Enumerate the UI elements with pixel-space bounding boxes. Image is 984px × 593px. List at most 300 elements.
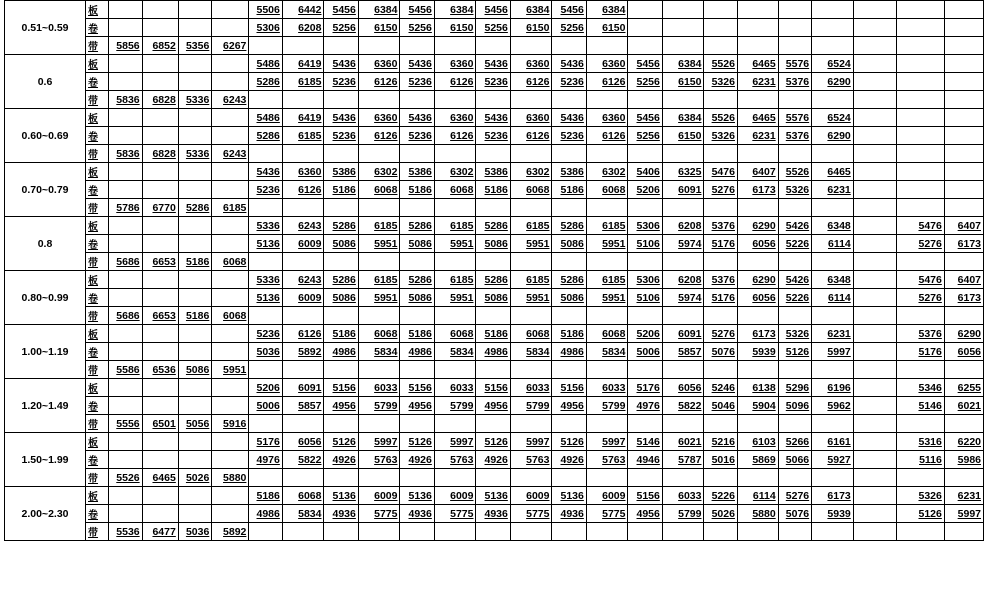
price-cell	[853, 271, 896, 289]
price-cell: 5296	[778, 379, 811, 397]
price-cell	[896, 109, 944, 127]
price-cell	[358, 469, 400, 487]
table-row	[5, 127, 984, 145]
price-cell: 6208	[662, 271, 704, 289]
price-cell	[552, 199, 586, 217]
price-cell	[178, 73, 211, 91]
price-cell	[896, 55, 944, 73]
price-cell	[812, 91, 854, 109]
price-cell: 5775	[586, 505, 628, 523]
price-cell	[358, 523, 400, 541]
price-cell	[628, 253, 662, 271]
price-cell	[944, 73, 983, 91]
price-cell	[662, 199, 704, 217]
price-cell	[282, 361, 324, 379]
price-cell	[944, 55, 983, 73]
price-cell: 5276	[778, 487, 811, 505]
price-cell: 5456	[400, 1, 434, 19]
form-label: 卷	[86, 289, 109, 307]
price-cell	[178, 451, 211, 469]
price-cell: 5286	[249, 127, 282, 145]
price-cell: 6150	[434, 19, 476, 37]
price-cell	[212, 109, 249, 127]
price-cell: 5206	[249, 379, 282, 397]
price-cell: 5286	[552, 271, 586, 289]
price-cell	[853, 181, 896, 199]
price-cell	[324, 199, 358, 217]
price-cell	[212, 235, 249, 253]
price-cell	[476, 361, 510, 379]
price-cell	[358, 91, 400, 109]
price-cell	[853, 37, 896, 55]
price-cell: 6068	[358, 325, 400, 343]
price-cell: 5799	[586, 397, 628, 415]
price-cell	[249, 91, 282, 109]
price-cell: 6009	[434, 487, 476, 505]
price-cell: 5436	[249, 163, 282, 181]
form-label: 带	[86, 469, 109, 487]
price-cell	[896, 145, 944, 163]
price-cell: 5306	[628, 271, 662, 289]
form-label: 卷	[86, 181, 109, 199]
price-cell: 5927	[812, 451, 854, 469]
price-cell: 5997	[434, 433, 476, 451]
form-label: 板	[86, 109, 109, 127]
price-cell: 5256	[628, 73, 662, 91]
price-cell	[109, 487, 142, 505]
price-cell	[400, 469, 434, 487]
price-cell	[178, 55, 211, 73]
table-row	[5, 55, 984, 73]
price-cell: 5236	[476, 73, 510, 91]
price-cell	[737, 37, 778, 55]
price-cell: 5136	[476, 487, 510, 505]
price-cell: 6126	[586, 73, 628, 91]
price-cell: 5857	[282, 397, 324, 415]
price-cell	[212, 181, 249, 199]
form-label: 板	[86, 379, 109, 397]
price-cell	[434, 253, 476, 271]
price-cell: 6185	[358, 217, 400, 235]
price-cell: 6185	[282, 127, 324, 145]
table-row	[5, 235, 984, 253]
table-row	[5, 523, 984, 541]
form-label: 板	[86, 433, 109, 451]
price-cell	[662, 361, 704, 379]
price-cell	[249, 37, 282, 55]
price-cell: 5076	[704, 343, 737, 361]
form-label: 卷	[86, 19, 109, 37]
price-cell	[704, 1, 737, 19]
price-cell	[662, 415, 704, 433]
price-cell: 4936	[324, 505, 358, 523]
price-cell	[853, 73, 896, 91]
price-cell: 5476	[704, 163, 737, 181]
price-cell: 5951	[434, 289, 476, 307]
price-cell: 6243	[212, 91, 249, 109]
price-cell: 6524	[812, 55, 854, 73]
price-cell	[628, 37, 662, 55]
price-cell	[662, 253, 704, 271]
price-cell	[896, 1, 944, 19]
table-row	[5, 181, 984, 199]
price-cell: 5526	[778, 163, 811, 181]
price-cell	[944, 181, 983, 199]
price-cell	[510, 361, 552, 379]
price-cell	[586, 307, 628, 325]
price-cell	[400, 199, 434, 217]
price-cell: 6068	[586, 181, 628, 199]
price-cell: 6360	[434, 55, 476, 73]
price-cell	[282, 199, 324, 217]
price-cell: 5986	[944, 451, 983, 469]
price-cell	[853, 523, 896, 541]
price-cell	[944, 415, 983, 433]
price-cell: 5376	[778, 127, 811, 145]
price-cell: 5086	[324, 235, 358, 253]
price-cell	[109, 235, 142, 253]
price-cell: 5256	[324, 19, 358, 37]
price-cell: 5206	[628, 181, 662, 199]
price-cell: 5236	[400, 73, 434, 91]
price-cell	[109, 505, 142, 523]
price-cell: 6068	[586, 325, 628, 343]
price-cell: 5436	[324, 55, 358, 73]
price-cell	[586, 523, 628, 541]
price-cell: 6173	[737, 325, 778, 343]
price-cell	[400, 253, 434, 271]
price-cell: 5787	[662, 451, 704, 469]
price-cell	[400, 37, 434, 55]
price-cell	[212, 505, 249, 523]
price-cell	[434, 199, 476, 217]
price-cell: 5763	[586, 451, 628, 469]
price-cell	[178, 1, 211, 19]
price-cell: 5146	[628, 433, 662, 451]
price-cell: 6384	[434, 1, 476, 19]
price-cell	[212, 73, 249, 91]
price-cell	[109, 271, 142, 289]
price-cell: 5176	[249, 433, 282, 451]
price-cell	[282, 91, 324, 109]
price-cell: 5056	[178, 415, 211, 433]
price-cell: 6243	[282, 271, 324, 289]
price-cell: 5436	[476, 109, 510, 127]
price-cell: 6360	[586, 55, 628, 73]
price-cell: 5276	[704, 181, 737, 199]
price-cell	[944, 469, 983, 487]
price-cell	[662, 307, 704, 325]
price-cell	[944, 361, 983, 379]
price-cell	[476, 253, 510, 271]
price-cell: 5236	[249, 325, 282, 343]
price-cell: 4986	[476, 343, 510, 361]
table-row	[5, 433, 984, 451]
price-cell: 5786	[109, 199, 142, 217]
price-cell: 6114	[737, 487, 778, 505]
price-cell: 5326	[896, 487, 944, 505]
price-cell	[324, 415, 358, 433]
price-cell: 5763	[434, 451, 476, 469]
price-cell: 5456	[552, 1, 586, 19]
thickness-range-label: 0.8	[5, 217, 86, 271]
price-cell: 5799	[358, 397, 400, 415]
price-cell: 5236	[324, 127, 358, 145]
price-cell	[896, 469, 944, 487]
price-cell: 6091	[662, 181, 704, 199]
price-cell: 5156	[400, 379, 434, 397]
price-cell: 6009	[510, 487, 552, 505]
price-cell	[358, 361, 400, 379]
price-cell: 5951	[358, 235, 400, 253]
price-cell	[212, 343, 249, 361]
price-cell	[662, 19, 704, 37]
price-cell	[109, 55, 142, 73]
price-cell: 5286	[476, 271, 510, 289]
price-cell: 4926	[400, 451, 434, 469]
price-cell: 5476	[896, 217, 944, 235]
thickness-range-label: 2.00~2.30	[5, 487, 86, 541]
price-cell: 5869	[737, 451, 778, 469]
price-cell: 5186	[324, 325, 358, 343]
price-cell: 5326	[704, 127, 737, 145]
price-cell	[853, 307, 896, 325]
price-cell	[434, 469, 476, 487]
price-cell: 5026	[704, 505, 737, 523]
price-cell	[324, 307, 358, 325]
price-cell: 6138	[737, 379, 778, 397]
price-cell: 5236	[249, 181, 282, 199]
price-cell: 5146	[896, 397, 944, 415]
table-row	[5, 289, 984, 307]
price-cell	[812, 253, 854, 271]
price-cell: 5526	[109, 469, 142, 487]
price-cell: 5016	[704, 451, 737, 469]
price-cell: 6348	[812, 271, 854, 289]
price-cell	[778, 199, 811, 217]
price-cell	[944, 253, 983, 271]
form-label: 带	[86, 37, 109, 55]
table-row	[5, 109, 984, 127]
price-cell: 5126	[552, 433, 586, 451]
price-cell: 4956	[476, 397, 510, 415]
price-cell	[586, 253, 628, 271]
price-cell	[778, 91, 811, 109]
price-cell: 5356	[178, 37, 211, 55]
price-cell: 6231	[944, 487, 983, 505]
price-cell: 6360	[510, 55, 552, 73]
price-cell	[662, 91, 704, 109]
price-cell	[737, 145, 778, 163]
price-cell	[896, 199, 944, 217]
price-cell	[142, 163, 178, 181]
price-cell: 5256	[476, 19, 510, 37]
table-row	[5, 163, 984, 181]
price-cell: 5834	[586, 343, 628, 361]
price-cell	[249, 199, 282, 217]
price-cell	[109, 451, 142, 469]
price-cell	[249, 145, 282, 163]
price-cell	[586, 37, 628, 55]
price-cell	[358, 37, 400, 55]
price-cell	[282, 415, 324, 433]
price-cell	[704, 199, 737, 217]
price-cell: 6091	[282, 379, 324, 397]
price-cell: 5997	[586, 433, 628, 451]
price-cell	[142, 181, 178, 199]
price-cell	[853, 235, 896, 253]
price-cell	[704, 145, 737, 163]
price-cell	[853, 109, 896, 127]
price-cell	[358, 415, 400, 433]
price-table-body	[5, 1, 984, 541]
price-cell: 5536	[109, 523, 142, 541]
price-cell: 5939	[812, 505, 854, 523]
price-cell	[324, 91, 358, 109]
price-cell	[944, 145, 983, 163]
price-cell	[178, 487, 211, 505]
price-cell: 5436	[324, 109, 358, 127]
price-cell: 5216	[704, 433, 737, 451]
price-cell	[586, 91, 628, 109]
price-cell	[704, 19, 737, 37]
price-cell: 5126	[400, 433, 434, 451]
price-cell	[628, 523, 662, 541]
price-cell: 5904	[737, 397, 778, 415]
price-cell: 5186	[249, 487, 282, 505]
form-label: 板	[86, 163, 109, 181]
price-cell: 6150	[510, 19, 552, 37]
price-cell: 5456	[476, 1, 510, 19]
price-cell: 6770	[142, 199, 178, 217]
form-label: 卷	[86, 127, 109, 145]
price-cell: 5822	[662, 397, 704, 415]
price-cell: 6126	[358, 127, 400, 145]
price-cell	[737, 307, 778, 325]
price-cell	[778, 37, 811, 55]
price-cell	[853, 19, 896, 37]
price-cell: 5763	[358, 451, 400, 469]
table-row	[5, 451, 984, 469]
price-cell	[704, 469, 737, 487]
price-cell	[853, 469, 896, 487]
table-row	[5, 397, 984, 415]
price-cell: 6068	[212, 253, 249, 271]
price-cell	[853, 397, 896, 415]
thickness-range-label: 0.6	[5, 55, 86, 109]
price-cell	[109, 217, 142, 235]
price-cell: 6302	[434, 163, 476, 181]
price-cell	[628, 307, 662, 325]
price-cell	[552, 361, 586, 379]
price-cell	[510, 199, 552, 217]
price-cell: 5951	[510, 235, 552, 253]
price-cell	[212, 271, 249, 289]
price-cell: 5286	[324, 217, 358, 235]
price-cell: 6231	[812, 181, 854, 199]
price-cell: 5236	[552, 73, 586, 91]
price-cell: 5834	[510, 343, 552, 361]
price-cell	[628, 145, 662, 163]
price-cell: 5086	[476, 289, 510, 307]
price-cell	[737, 1, 778, 19]
price-cell	[400, 361, 434, 379]
price-cell	[552, 91, 586, 109]
price-cell: 5486	[249, 109, 282, 127]
price-cell: 5186	[552, 325, 586, 343]
table-row	[5, 1, 984, 19]
price-cell	[212, 289, 249, 307]
price-cell	[476, 199, 510, 217]
price-cell: 5186	[178, 253, 211, 271]
price-cell: 6126	[282, 181, 324, 199]
price-cell: 6348	[812, 217, 854, 235]
price-cell: 4936	[400, 505, 434, 523]
price-cell	[853, 55, 896, 73]
price-cell: 5176	[896, 343, 944, 361]
price-cell: 6384	[662, 109, 704, 127]
price-cell: 6103	[737, 433, 778, 451]
price-cell: 6243	[212, 145, 249, 163]
price-cell	[812, 469, 854, 487]
price-cell: 6033	[586, 379, 628, 397]
price-cell: 5857	[662, 343, 704, 361]
price-cell: 6828	[142, 145, 178, 163]
thickness-range-label: 1.50~1.99	[5, 433, 86, 487]
price-cell	[282, 145, 324, 163]
price-cell	[944, 523, 983, 541]
price-cell	[552, 253, 586, 271]
price-cell	[510, 415, 552, 433]
price-cell: 5576	[778, 109, 811, 127]
price-cell	[249, 361, 282, 379]
price-cell: 5276	[704, 325, 737, 343]
price-cell	[142, 271, 178, 289]
table-row	[5, 505, 984, 523]
price-cell: 6068	[212, 307, 249, 325]
price-cell	[434, 307, 476, 325]
price-cell: 6653	[142, 253, 178, 271]
price-cell	[896, 523, 944, 541]
price-cell: 5186	[476, 325, 510, 343]
price-cell	[704, 523, 737, 541]
price-cell: 5386	[552, 163, 586, 181]
price-cell	[944, 307, 983, 325]
table-row	[5, 271, 984, 289]
price-cell	[944, 19, 983, 37]
price-cell: 6185	[510, 271, 552, 289]
price-cell: 6407	[944, 217, 983, 235]
price-cell	[178, 217, 211, 235]
price-cell: 5436	[476, 55, 510, 73]
price-cell	[249, 307, 282, 325]
price-cell: 5856	[109, 37, 142, 55]
price-cell	[737, 19, 778, 37]
price-cell	[552, 37, 586, 55]
price-cell	[586, 199, 628, 217]
price-cell: 5951	[434, 235, 476, 253]
price-cell	[178, 379, 211, 397]
price-cell	[896, 415, 944, 433]
price-cell	[282, 307, 324, 325]
price-cell	[896, 181, 944, 199]
price-cell	[853, 127, 896, 145]
price-cell: 5246	[704, 379, 737, 397]
price-cell: 5136	[324, 487, 358, 505]
price-cell	[737, 415, 778, 433]
price-cell: 6150	[586, 19, 628, 37]
price-cell	[142, 289, 178, 307]
